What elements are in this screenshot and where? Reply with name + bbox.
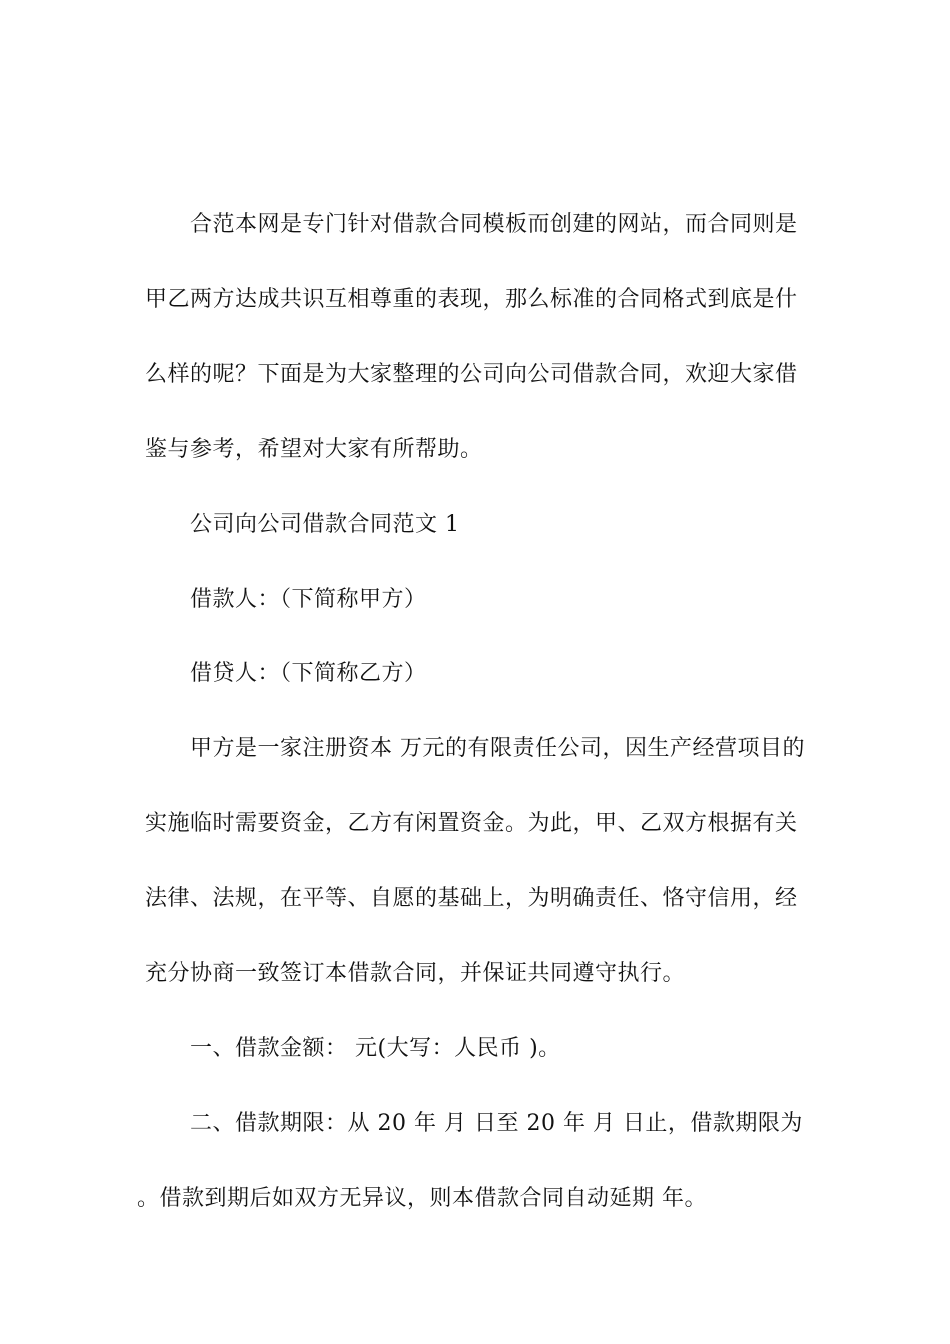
intro-line-4: 鉴与参考，希望对大家有所帮助。 bbox=[145, 437, 483, 462]
preamble-line-2: 实施临时需要资金，乙方有闲置资金。为此，甲、乙双方根据有关 bbox=[145, 811, 798, 836]
preamble-line-3: 法律、法规，在平等、自愿的基础上，为明确责任、恪守信用，经 bbox=[145, 886, 798, 911]
clause-2-term-line-2: 。借款到期后如双方无异议，则本借款合同自动延期 年。 bbox=[137, 1186, 707, 1211]
clause-1-amount: 一、借款金额： 元(大写：人民币 )。 bbox=[190, 1036, 561, 1061]
borrower-line: 借款人：（下简称甲方） bbox=[190, 587, 427, 612]
intro-line-3: 么样的呢？下面是为大家整理的公司向公司借款合同，欢迎大家借 bbox=[145, 362, 798, 387]
preamble-line-1: 甲方是一家注册资本 万元的有限责任公司，因生产经营项目的 bbox=[190, 736, 805, 761]
contract-title: 公司向公司借款合同范文 1 bbox=[190, 512, 460, 537]
clause-2-term-line-1: 二、借款期限：从 20 年 月 日至 20 年 月 日止，借款期限为 bbox=[190, 1111, 803, 1136]
preamble-line-4: 充分协商一致签订本借款合同，并保证共同遵守执行。 bbox=[145, 961, 686, 986]
intro-line-1: 合范本网是专门针对借款合同模板而创建的网站，而合同则是 bbox=[190, 212, 798, 237]
lender-line: 借贷人：（下简称乙方） bbox=[190, 661, 427, 686]
intro-line-2: 甲乙两方达成共识互相尊重的表现，那么标准的合同格式到底是什 bbox=[145, 287, 798, 312]
